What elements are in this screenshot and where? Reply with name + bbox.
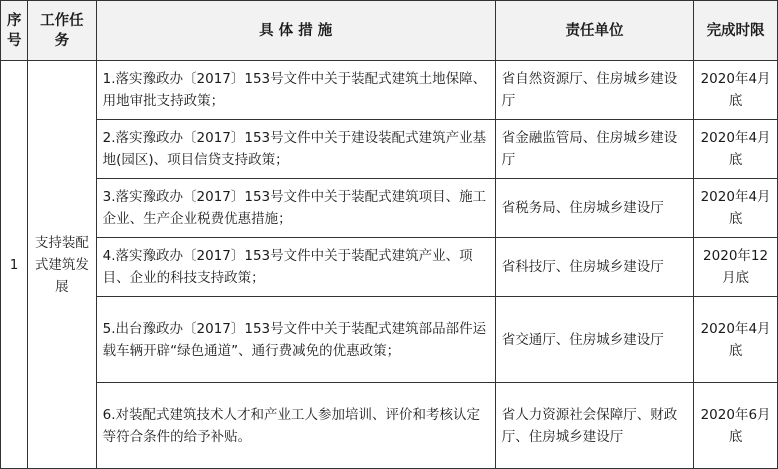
unit-cell: 省交通厅、住房城乡建设厅 [495, 297, 693, 383]
header-no: 序号 [1, 1, 28, 61]
unit-cell: 省金融监管局、住房城乡建设厅 [495, 120, 693, 179]
unit-cell: 省科技厅、住房城乡建设厅 [495, 238, 693, 297]
unit-cell: 省人力资源社会保障厅、财政厅、住房城乡建设厅 [495, 383, 693, 469]
measure-cell: 3.落实豫政办〔2017〕153号文件中关于装配式建筑项目、施工企业、生产企业税费优惠措施； [96, 179, 495, 238]
deadline-cell: 2020年4月底 [694, 179, 778, 238]
table-row [1, 297, 778, 383]
measure-cell: 5.出台豫政办〔2017〕153号文件中关于装配式建筑部品部件运载车辆开辟“绿色通道”、通行费减免的优惠政策； [96, 297, 495, 383]
header-unit: 责任单位 [495, 1, 693, 61]
deadline-cell: 2020年6月底 [694, 383, 778, 469]
header-measure: 具 体 措 施 [96, 1, 495, 61]
table-row [1, 383, 778, 469]
measure-cell: 4.落实豫政办〔2017〕153号文件中关于装配式建筑产业、项目、企业的科技支持政策； [96, 238, 495, 297]
group-number: 1 [1, 61, 28, 469]
table-header-row [1, 1, 778, 61]
deadline-cell: 2020年4月底 [694, 297, 778, 383]
deadline-cell: 2020年4月底 [694, 61, 778, 120]
table-row [1, 120, 778, 179]
table-row [1, 179, 778, 238]
group-task: 支持装配式建筑发展 [28, 61, 96, 469]
table-row [1, 61, 778, 120]
unit-cell: 省税务局、住房城乡建设厅 [495, 179, 693, 238]
header-deadline: 完成时限 [694, 1, 778, 61]
header-task: 工作任务 [28, 1, 96, 61]
measure-cell: 6.对装配式建筑技术人才和产业工人参加培训、评价和考核认定等符合条件的给予补贴。 [96, 383, 495, 469]
measure-cell: 1.落实豫政办〔2017〕153号文件中关于装配式建筑土地保障、用地审批支持政策； [96, 61, 495, 120]
deadline-cell: 2020年12月底 [694, 238, 778, 297]
unit-cell: 省自然资源厅、住房城乡建设厅 [495, 61, 693, 120]
deadline-cell: 2020年4月底 [694, 120, 778, 179]
table-row [1, 238, 778, 297]
measure-cell: 2.落实豫政办〔2017〕153号文件中关于建设装配式建筑产业基地(园区)、项目信贷支持政策； [96, 120, 495, 179]
